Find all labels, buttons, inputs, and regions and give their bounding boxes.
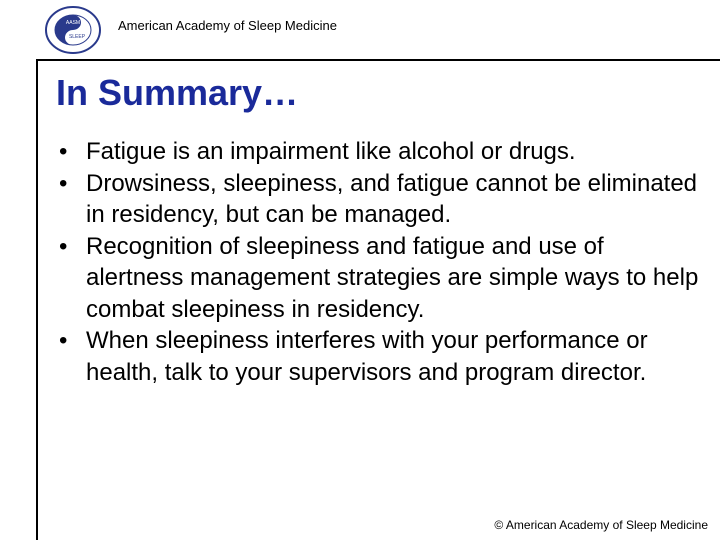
aasm-logo bbox=[44, 5, 102, 55]
slide-title: In Summary… bbox=[56, 72, 299, 113]
copyright-footer: © American Academy of Sleep Medicine bbox=[494, 518, 708, 532]
bullet-item: • Drowsiness, sleepiness, and fatigue cannot be eliminated in residency, but can be managed. bbox=[56, 168, 706, 231]
organization-name: American Academy of Sleep Medicine bbox=[118, 18, 337, 33]
bullet-item: • Fatigue is an impairment like alcohol or drugs. bbox=[56, 136, 706, 168]
logo-top-text: AASM bbox=[65, 20, 81, 26]
bullet-item: • When sleepiness interferes with your performance or health, talk to your supervisors and program director. bbox=[56, 325, 706, 388]
header-divider-line bbox=[36, 59, 720, 61]
bullet-item: • Recognition of sleepiness and fatigue and use of alertness management strategies are simple ways to help combat sleepiness in residency. bbox=[56, 231, 706, 326]
logo-center-text: SLEEP bbox=[68, 34, 86, 40]
bullet-list bbox=[56, 136, 706, 388]
left-divider-line bbox=[36, 59, 38, 540]
